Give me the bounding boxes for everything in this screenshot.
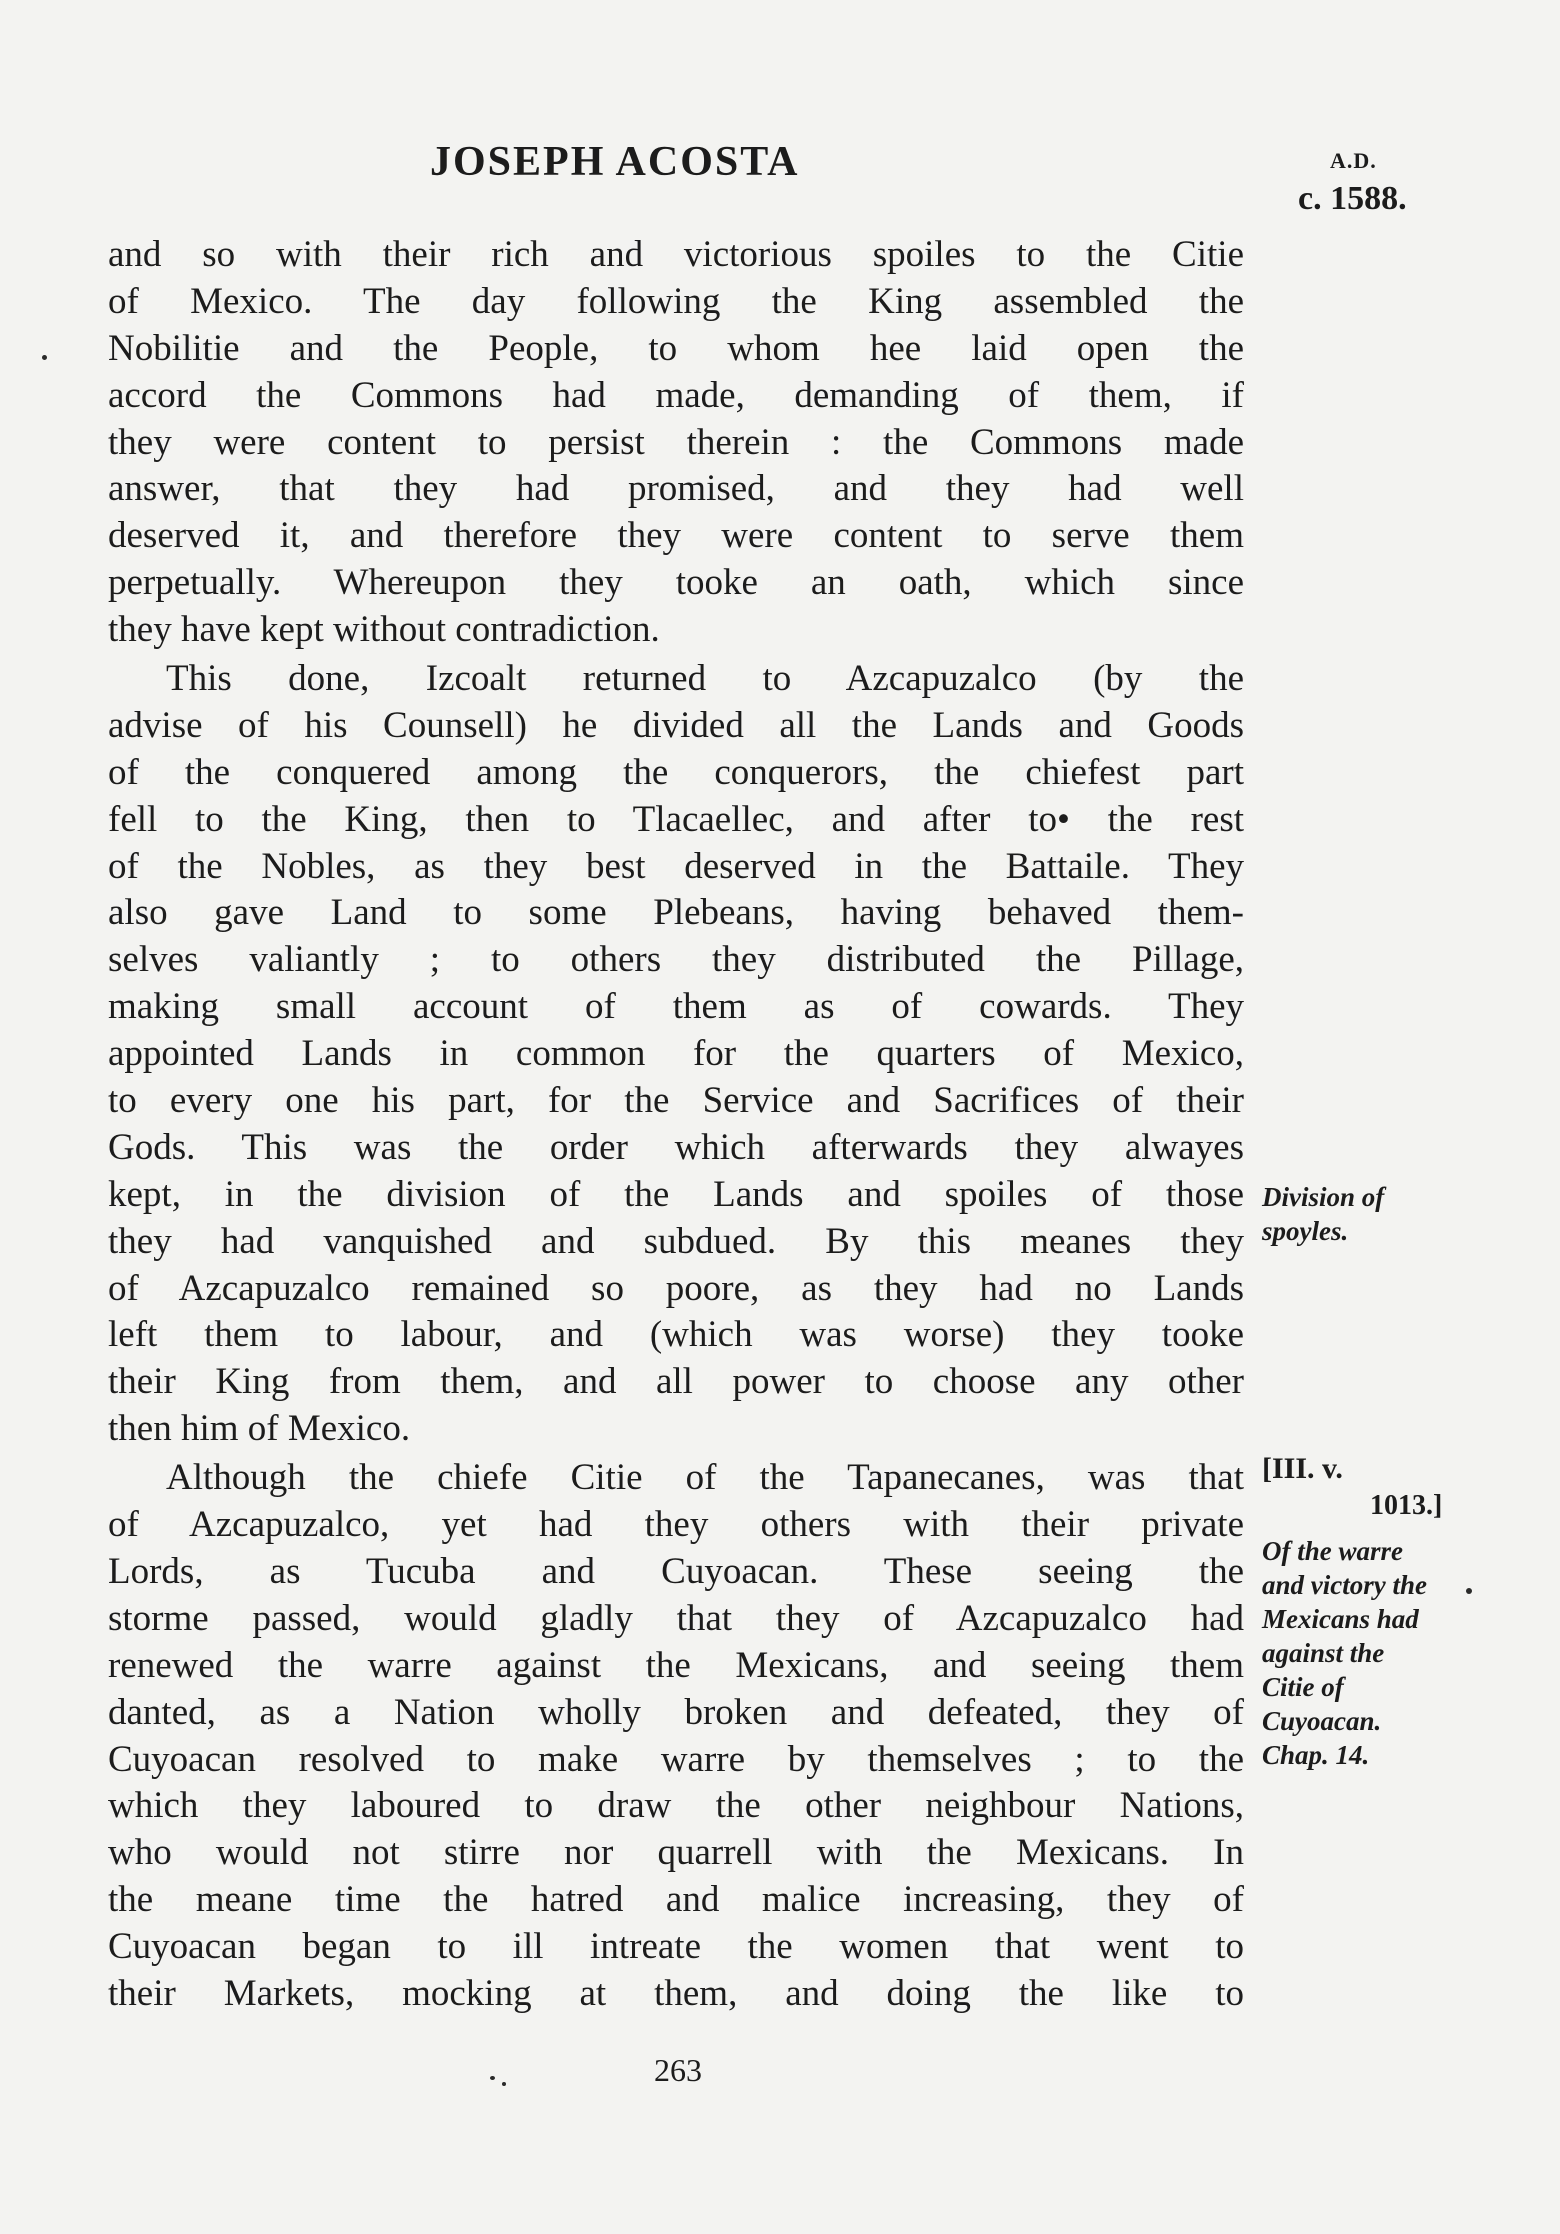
- margin-note-line: spoyles.: [1262, 1216, 1349, 1246]
- date-label: A.D.: [1330, 148, 1377, 173]
- margin-note-chapter: [1262, 1534, 1427, 1772]
- margin-note-line: Cuyoacan.: [1262, 1706, 1382, 1736]
- text-line: renewed the warre against the Mexicans, and seeing them: [108, 1644, 1244, 1686]
- text-line: they were content to persist therein : the Commons made: [108, 421, 1244, 463]
- text-line: then him of Mexico.: [108, 1408, 411, 1450]
- text-line: and so with their rich and victorious spoiles to the Citie: [108, 234, 1244, 275]
- text-line: the meane time the hatred and malice increasing, they of: [108, 1879, 1244, 1921]
- margin-note-line: Division of: [1262, 1182, 1385, 1212]
- text-line: answer, that they had promised, and they had well: [108, 468, 1244, 510]
- text-line: appointed Lands in common for the quarters of Mexico,: [108, 1033, 1244, 1075]
- margin-note-line: against the: [1262, 1638, 1385, 1668]
- text-line: accord the Commons had made, demanding of them, if: [108, 374, 1244, 416]
- text-line: fell to the King, then to Tlacaellec, and after to• the rest: [108, 798, 1244, 840]
- text-line: Lords, as Tucuba and Cuyoacan. These seeing the: [108, 1550, 1244, 1592]
- body-text: [108, 232, 1244, 2018]
- text-line: perpetually. Whereupon they tooke an oath, which since: [108, 562, 1244, 604]
- margin-reference-volume: [III. v.: [1262, 1452, 1343, 1485]
- margin-note-line: and victory the: [1262, 1570, 1427, 1600]
- text-line: who would not stirre nor quarrell with the Mexicans. In: [108, 1832, 1244, 1874]
- text-line: Cuyoacan began to ill intreate the women that went to: [108, 1926, 1244, 1968]
- text-line: making small account of them as of cowards. They: [108, 986, 1244, 1028]
- scan-speck: [1466, 1588, 1472, 1594]
- running-head-title: JOSEPH ACOSTA: [430, 139, 800, 185]
- scan-speck: [502, 2082, 506, 2086]
- text-line: to every one his part, for the Service and Sacrifices of their: [108, 1080, 1244, 1122]
- text-line: storme passed, would gladly that they of Azcapuzalco had: [108, 1597, 1244, 1639]
- paragraph-start-line: This done, Izcoalt returned to Azcapuzalco (by the: [166, 658, 1244, 700]
- text-line: they had vanquished and subdued. By this meanes they: [108, 1220, 1244, 1262]
- scan-speck: [42, 355, 47, 360]
- text-line: kept, in the division of the Lands and spoiles of those: [108, 1173, 1244, 1215]
- text-line: Gods. This was the order which afterwards they alwayes: [108, 1126, 1244, 1168]
- text-line: of the Nobles, as they best deserved in the Battaile. They: [108, 845, 1244, 887]
- text-line: their King from them, and all power to choose any other: [108, 1361, 1244, 1403]
- text-line: Cuyoacan resolved to make warre by themselves ; to the: [108, 1738, 1244, 1780]
- margin-note-division: [1262, 1180, 1384, 1248]
- scan-speck: [490, 2076, 495, 2080]
- text-line: of Azcapuzalco remained so poore, as they had no Lands: [108, 1267, 1244, 1309]
- text-line: their Markets, mocking at them, and doing the like to: [108, 1972, 1244, 2014]
- margin-note-line: Of the warre: [1262, 1536, 1403, 1566]
- text-line: of Azcapuzalco, yet had they others with their private: [108, 1504, 1244, 1546]
- paragraph-start-line: Although the chiefe Citie of the Tapanecanes, was that: [166, 1457, 1244, 1499]
- date-year: c. 1588.: [1298, 180, 1407, 217]
- text-line: they have kept without contradiction.: [108, 609, 660, 651]
- text-line: left them to labour, and (which was worse) they tooke: [108, 1314, 1244, 1356]
- text-line: danted, as a Nation wholly broken and defeated, they of: [108, 1691, 1244, 1733]
- text-line: Nobilitie and the People, to whom hee laid open the: [108, 327, 1244, 369]
- margin-note-line: Mexicans had: [1262, 1604, 1419, 1634]
- margin-note-line: Citie of: [1262, 1672, 1344, 1702]
- text-line: deserved it, and therefore they were content to serve them: [108, 515, 1244, 557]
- text-line: of Mexico. The day following the King assembled the: [108, 280, 1244, 322]
- text-line: of the conquered among the conquerors, the chiefest part: [108, 751, 1244, 793]
- text-line: advise of his Counsell) he divided all the Lands and Goods: [108, 704, 1244, 746]
- page-number: 263: [654, 2052, 702, 2088]
- text-line: which they laboured to draw the other neighbour Nations,: [108, 1785, 1244, 1827]
- margin-note-line: Chap. 14.: [1262, 1740, 1370, 1770]
- text-line: selves valiantly ; to others they distributed the Pillage,: [108, 939, 1244, 981]
- margin-reference-page: 1013.]: [1370, 1490, 1443, 1521]
- text-line: also gave Land to some Plebeans, having behaved them-: [108, 892, 1244, 934]
